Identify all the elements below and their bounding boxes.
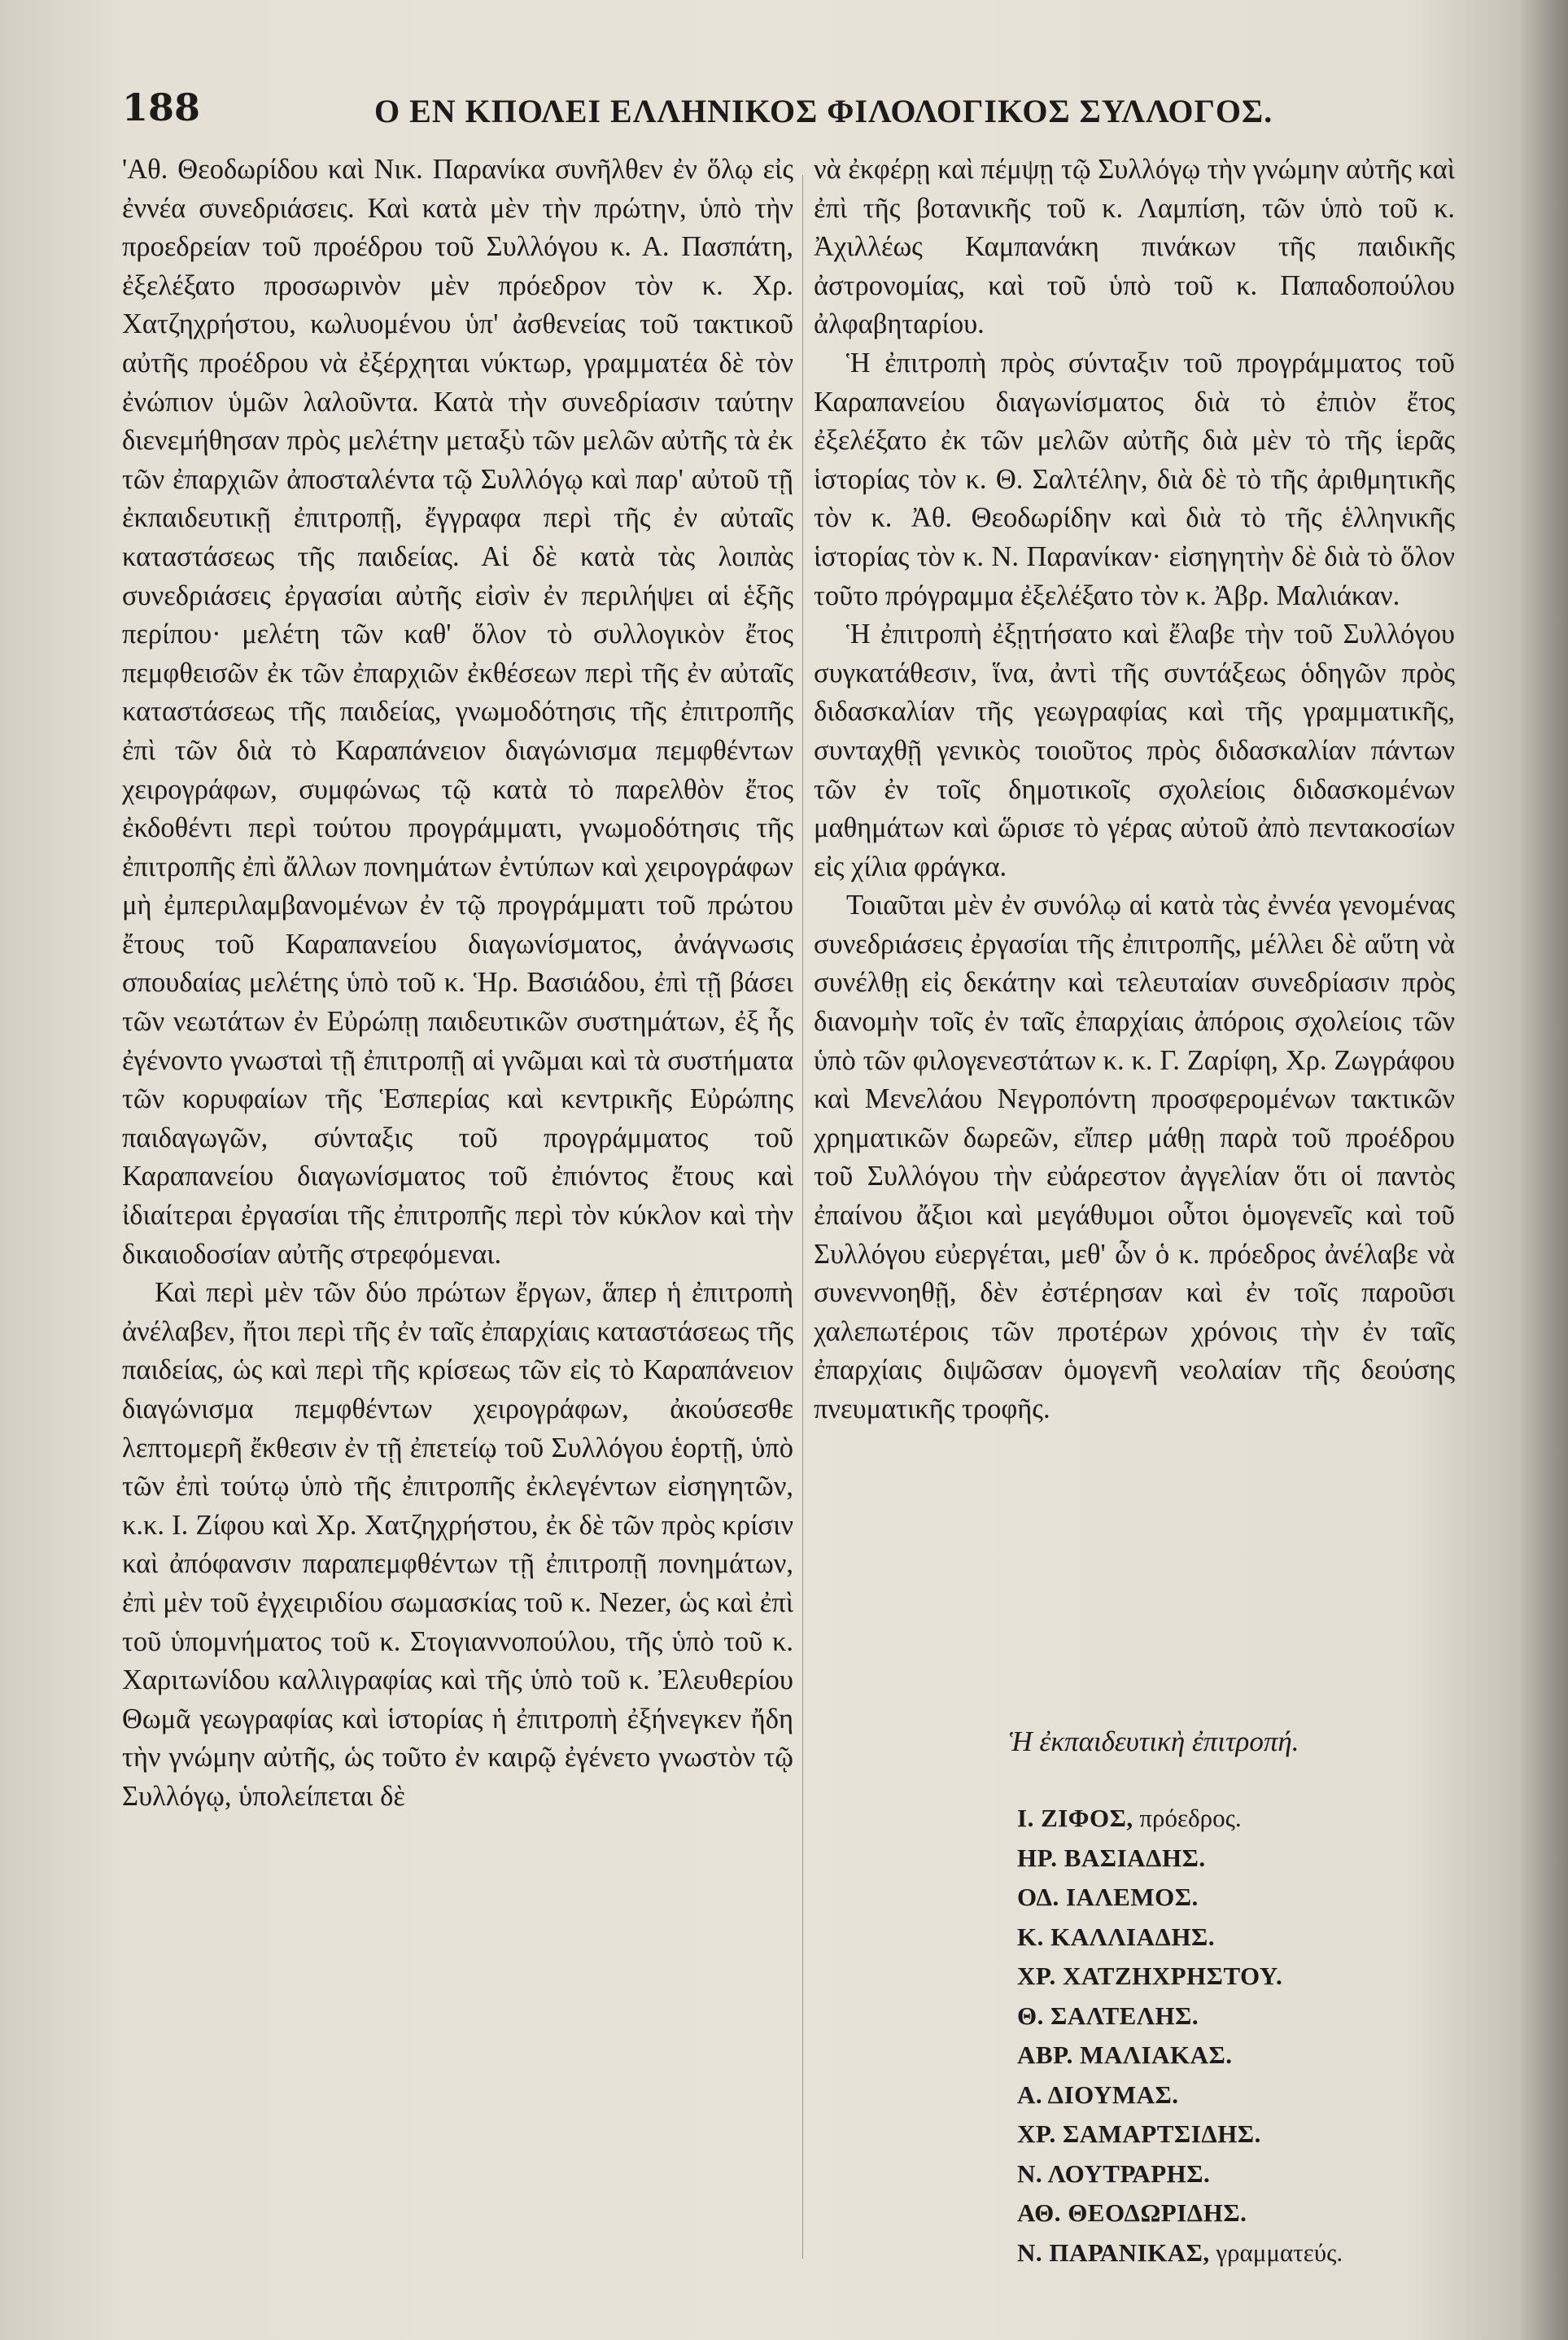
committee-member [1017,1799,1343,1839]
member-name: ΧΡ. ΣΑΜΑΡΤΣΙΔΗΣ. [1017,2119,1261,2148]
committee-member [1017,1878,1343,1918]
member-name: Ν. ΠΑΡΑΝΙΚΑΣ, [1017,2237,1210,2267]
left-column [122,151,793,1817]
paragraph: 'Αθ. Θεοδωρίδου καὶ Νικ. Παρανίκα συνῆλθεν ἐν ὅλῳ εἰς ἐννέα συνεδριάσεις. Καὶ κατὰ μὲν τὴν πρώτην, ὑπὸ τὴν προεδρείαν τοῦ προέδρου τοῦ Συλλόγου κ. Α. Πασπάτη, ἐξελέξατο προσωρινὸν μὲν πρόεδρον τὸν κ. Χρ. Χατζηχρήστου, κωλυομένου ὑπ' ἀσθενείας τοῦ τακτικοῦ αὐτῆς προέδρου νὰ ἐξέρχηται νύκτωρ, γραμματέα δὲ τὸν ἐνώπιον ὑμῶν λαλοῦντα. Κατὰ τὴν συνεδρίασιν ταύτην διενεμήθησαν πρὸς μελέτην μεταξὺ τῶν μελῶν αὐτῆς τὰ ἐκ τῶν ἐπαρχιῶν ἀποσταλέντα τῷ Συλλόγῳ καὶ παρ' αὐτοῦ τῇ ἐκπαιδευτικῇ ἐπιτροπῇ, ἔγγραφα περὶ τῆς ἐν αὐταῖς καταστάσεως τῆς παιδείας. Αἱ δὲ κατὰ τὰς λοιπὰς συνεδριάσεις ἐργασίαι αὐτῆς εἰσὶν ἐν περιλήψει αἱ ἑξῆς περίπου· μελέτη τῶν καθ' ὅλον τὸ συλλογικὸν ἔτος πεμφθεισῶν ἐκ τῶν ἐπαρχιῶν ἐκθέσεων περὶ τῆς ἐν αὐταῖς καταστάσεως τῆς παιδείας, γνωμοδότησις τῆς ἐπιτροπῆς ἐπὶ τῶν διὰ τὸ Καραπάνειον διαγώνισμα πεμφθέντων χειρογράφων, συμφώνως τῷ κατὰ τὸ παρελθὸν ἔτος ἐκδοθέντι περὶ τούτου προγράμματι, γνωμοδότησις τῆς ἐπιτροπῆς ἐπὶ ἄλλων πονημάτων ἐντύπων καὶ χειρογράφων μὴ ἐμπεριλαμβανομένων ἐν τῷ προγράμματι τοῦ πρώτου ἔτους τοῦ Καραπανείου διαγωνίσματος, ἀνάγνωσις σπουδαίας μελέτης ὑπὸ τοῦ κ. Ἡρ. Βασιάδου, ἐπὶ τῇ βάσει τῶν νεωτάτων ἐν Εὐρώπῃ παιδευτικῶν συστημάτων, ἐξ ἧς ἐγένοντο γνωσταὶ τῇ ἐπιτροπῇ αἱ γνῶμαι καὶ τὰ συστήματα τῶν κορυφαίων τῆς Ἑσπερίας καὶ κεντρικῆς Εὐρώπης παιδαγωγῶν, σύνταξις τοῦ προγράμματος τοῦ Καραπανείου διαγωνίσματος τοῦ ἐπιόντος ἔτους καὶ ἰδιαίτεραι ἐργασίαι τῆς ἐπιτροπῆς περὶ τὸν κύκλον καὶ τὴν δικαιοδοσίαν αὐτῆς στρεφόμεναι. [122,154,793,1270]
running-title: Ο ΕΝ ΚΠΟΛΕΙ ΕΛΛΗΝΙΚΟΣ ΦΙΛΟΛΟΓΙΚΟΣ ΣΥΛΛΟΓΟΣ. [374,93,1273,129]
committee-member [1017,2115,1343,2154]
member-name: ΧΡ. ΧΑΤΖΗΧΡΗΣΤΟΥ. [1017,1962,1283,1990]
committee-member [1017,2233,1343,2273]
paragraph: νὰ ἐκφέρῃ καὶ πέμψῃ τῷ Συλλόγῳ τὴν γνώμην αὐτῆς καὶ ἐπὶ τῆς βοτανικῆς τοῦ κ. Λαμπίση, τῶν ὑπὸ τοῦ κ. Ἀχιλλέως Καμπανάκη πινάκων τῆς παιδικῆς ἀστρονομίας, καὶ τοῦ ὑπὸ τοῦ κ. Παπαδοπούλου ἀλφαβηταρίου. [814,154,1455,340]
committee-member [1017,2193,1343,2233]
member-name: ΑΒΡ. ΜΑΛΙΑΚΑΣ. [1017,2040,1233,2069]
column-divider [802,175,803,2259]
member-name: Ι. ΖΙΦΟΣ, [1017,1804,1133,1832]
page-binding-shadow [1519,0,1568,2340]
member-role: γραμματεύς. [1209,2237,1343,2267]
member-name: Α. ΔΙΟΥΜΑΣ. [1017,2080,1179,2109]
committee-member-list [1017,1799,1343,2272]
page-header [122,85,1273,142]
member-name: Κ. ΚΑΛΛΙΑΔΗΣ. [1017,1922,1216,1951]
paragraph: Ἡ ἐπιτροπὴ πρὸς σύνταξιν τοῦ προγράμματος τοῦ Καραπανείου διαγωνίσματος διὰ τὸ ἐπιὸν ἔτος ἐξελέξατο ἐκ τῶν μελῶν αὐτῆς διὰ μὲν τὸ τῆς ἱερᾶς ἱστορίας τὸν κ. Θ. Σαλτέλην, διὰ δὲ τὸ τῆς ἀριθμητικῆς τὸν κ. Ἀθ. Θεοδωρίδην καὶ διὰ τὸ τῆς ἑλληνικῆς ἱστορίας τὸν κ. Ν. Παρανίκαν· εἰσηγητὴν δὲ διὰ τὸ ὅλον τοῦτο πρόγραμμα ἐξελέξατο τὸν κ. Ἀβρ. Μαλιάκαν. [814,347,1455,611]
member-name: ΑΘ. ΘΕΟΔΩΡΙΔΗΣ. [1017,2198,1247,2227]
committee-member [1017,1997,1343,2036]
member-name: Θ. ΣΑΛΤΕΛΗΣ. [1017,2001,1199,2030]
member-name: ΗΡ. ΒΑΣΙΑΔΗΣ. [1017,1843,1206,1872]
member-name: Ν. ΛΟΥΤΡΑΡΗΣ. [1017,2158,1211,2188]
committee-member [1017,1957,1343,1997]
committee-member [1017,2154,1343,2194]
committee-member [1017,1918,1343,1957]
member-role: πρόεδρος. [1133,1804,1242,1832]
committee-member [1017,1839,1343,1879]
paragraph: Τοιαῦται μὲν ἐν συνόλῳ αἱ κατὰ τὰς ἐννέα γενομένας συνεδριάσεις ἐργασίαι τῆς ἐπιτροπῆς, μέλλει δὲ αὕτη νὰ συνέλθῃ εἰς δεκάτην καὶ τελευταίαν συνεδρίασιν πρὸς διανομὴν τοῖς ἐν ταῖς ἐπαρχίαις ἀπόροις σχολείοις τῶν ὑπὸ τῶν φιλογενεστάτων κ. κ. Γ. Ζαρίφη, Χρ. Ζωγράφου καὶ Μενελάου Νεγροπόντη προσφερομένων τακτικῶν χρηματικῶν δωρεῶν, εἴπερ μάθῃ παρὰ τοῦ προέδρου τοῦ Συλλόγου τὴν εὐάρεστον ἀγγελίαν ὅτι οἱ παντὸς ἐπαίνου ἄξιοι καὶ μεγάθυμοι οὗτοι ὁμογενεῖς καὶ τοῦ Συλλόγου εὐεργέται, μεθ' ὧν ὁ κ. πρόεδρος ἀνέλαβε νὰ συνεννοηθῇ, δὲν ἐστέρησαν καὶ ἐν τοῖς παροῦσι χαλεπωτέροις τῶν προτέρων χρόνοις τὴν ἐν ταῖς ἐπαρχίαις διψῶσαν ὁμογενῆ νεολαίαν τῆς δεούσης πνευματικῆς τροφῆς. [814,890,1455,1424]
committee-member [1017,2036,1343,2075]
member-name: ΟΔ. ΙΑΛΕΜΟΣ. [1017,1883,1199,1911]
page-number: 188 [122,85,201,129]
paragraph: Καὶ περὶ μὲν τῶν δύο πρώτων ἔργων, ἅπερ ἡ ἐπιτροπὴ ἀνέλαβεν, ἤτοι περὶ τῆς ἐν ταῖς ἐπαρχίαις καταστάσεως τῆς παιδείας, ὡς καὶ περὶ τῆς κρίσεως τῶν εἰς τὸ Καραπάνειον διαγώνισμα πεμφθέντων χειρογράφων, ἀκούσεσθε λεπτομερῆ ἔκθεσιν ἐν τῇ ἐπετείῳ τοῦ Συλλόγου ἑορτῇ, ὑπὸ τῶν ἐπὶ τούτῳ ὑπὸ τῆς ἐπιτροπῆς ἐκλεγέντων εἰσηγητῶν, κ.κ. Ι. Ζίφου καὶ Χρ. Χατζηχρήστου, ἐκ δὲ τῶν πρὸς κρίσιν καὶ ἀπόφανσιν παραπεμφθέντων τῇ ἐπιτροπῇ πονημάτων, ἐπὶ μὲν τοῦ ἐγχειριδίου σωμασκίας τοῦ κ. Nezer, ὡς καὶ ἐπὶ τοῦ ὑπομνήματος τοῦ κ. Στογιαννοπούλου, τῆς ὑπὸ τοῦ κ. Χαριτωνίδου καλλιγραφίας καὶ τῆς ὑπὸ τοῦ κ. Ἐλευθερίου Θωμᾶ γεωγραφίας καὶ ἱστορίας ἡ ἐπιτροπὴ ἐξήνεγκεν ἤδη τὴν γνώμην αὐτῆς, ὡς τοῦτο ἐν καιρῷ ἐγένετο γνωστὸν τῷ Συλλόγῳ, ὑπολείπεται δὲ [122,1277,793,1812]
paragraph: Ἡ ἐπιτροπὴ ἐξῃτήσατο καὶ ἔλαβε τὴν τοῦ Συλλόγου συγκατάθεσιν, ἵνα, ἀντὶ τῆς συντάξεως ὁδηγῶν πρὸς διδασκαλίαν τῆς γεωγραφίας καὶ τῆς γραμματικῆς, συνταχθῇ γενικὸς τοιοῦτος πρὸς διδασκαλίαν πάντων τῶν ἐν τοῖς δημοτικοῖς σχολείοις διδασκομένων μαθημάτων καὶ ὥρισε τὸ γέρας αὐτοῦ ἀπὸ πεντακοσίων εἰς χίλια φράγκα. [814,619,1455,882]
committee-signature-heading: Ἡ ἐκπαιδευτικὴ ἐπιτροπή. [1009,1725,1299,1757]
right-column [814,151,1455,1429]
committee-member [1017,2075,1343,2115]
